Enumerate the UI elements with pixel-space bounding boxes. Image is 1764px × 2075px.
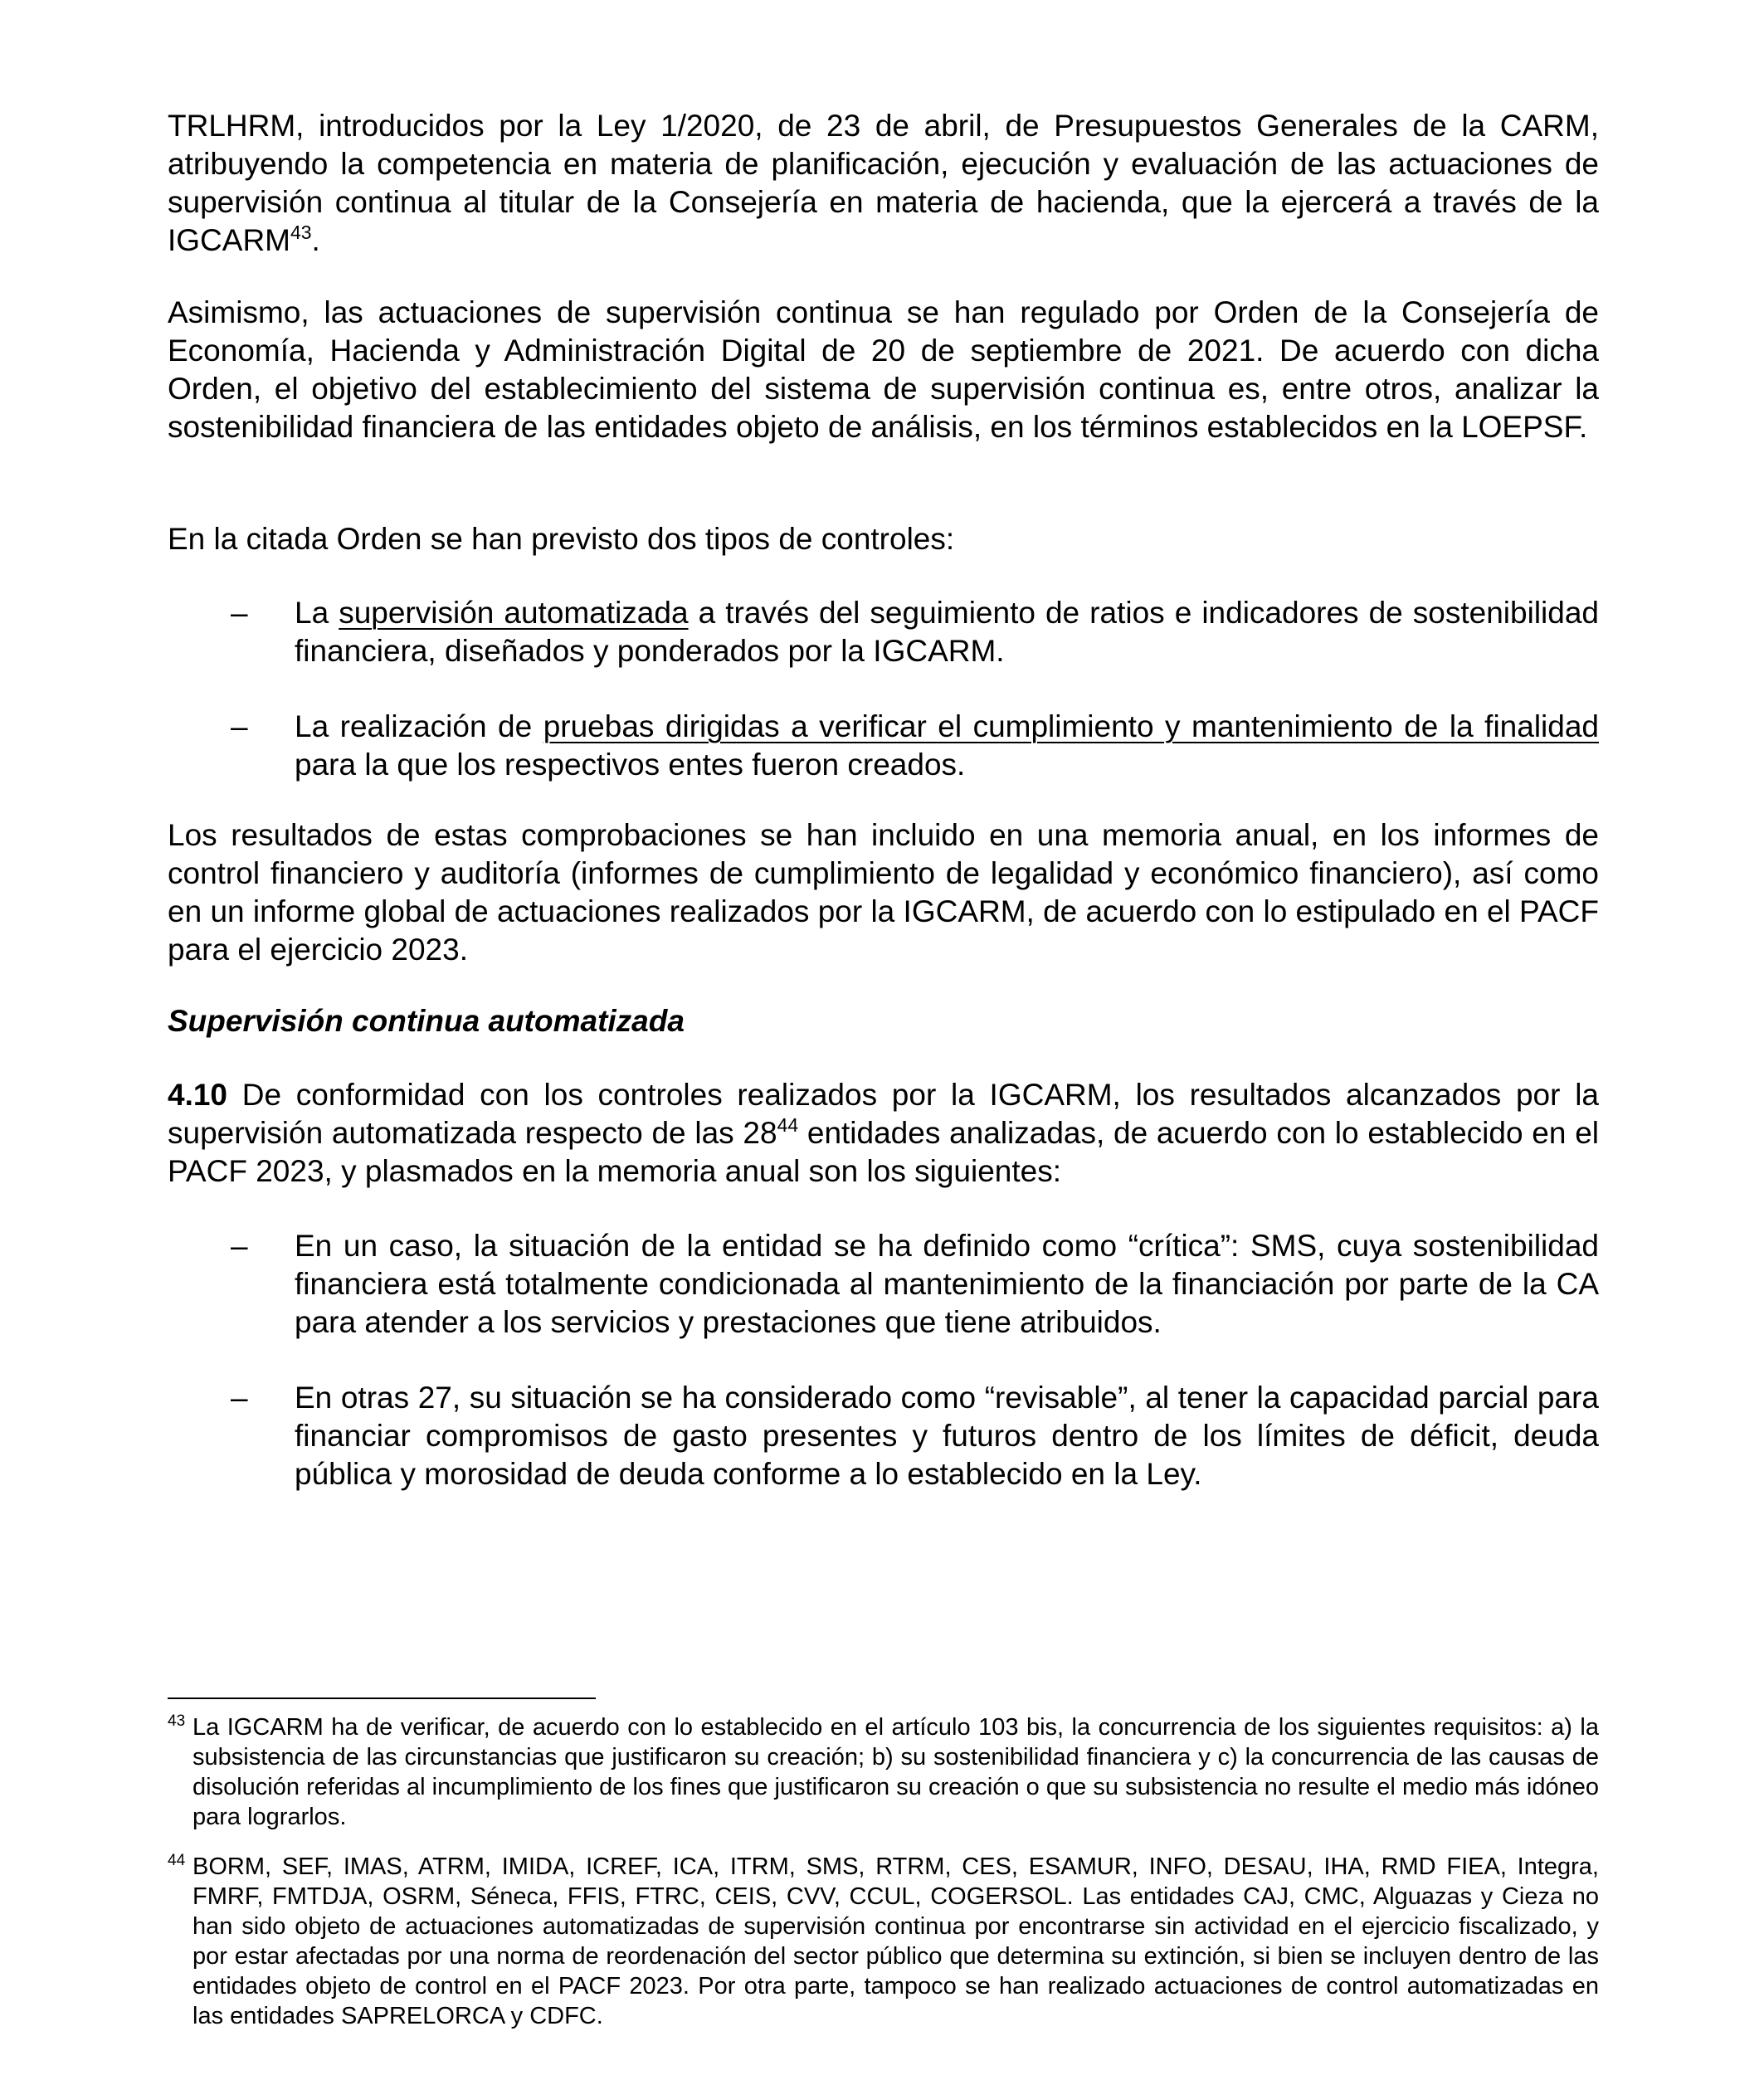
footnote-text: La IGCARM ha de verificar, de acuerdo con lo establecido en el artículo 103 bis, la concurrencia de los siguientes requisitos: a) la subsistencia de las circunstancias que justificaron su creación; b) su sostenibilidad financiera y c) la concurrencia de las causas de disolución referidas al incumplimiento de los fines que justificaron su creación o que su subsistencia no resulte el medio más idóneo para lograrlos. (192, 1714, 1599, 1830)
bullet-text-end: a través del seguimiento de ratios e indicadores de sostenibilidad financiera, diseñados y ponderados por la IGCARM. (295, 596, 1600, 668)
bullet-text-end: para la que los respectivos entes fueron creados. (295, 748, 966, 782)
paragraph-resultados: Los resultados de estas comprobaciones se han incluido en una memoria anual, en los informes de control financiero y auditoría (informes de cumplimiento de legalidad y económico financiero), así como en un informe global de actuaciones realizados por la IGCARM, de acuerdo con lo estipulado en el PACF para el ejercicio 2023. (168, 818, 1599, 967)
paragraph-end: . (311, 223, 320, 257)
footnote-mark: 44 (168, 1852, 186, 1869)
paragraph-citada-orden: En la citada Orden se han previsto dos tipos de controles: (168, 522, 955, 556)
footnote-mark: 43 (168, 1712, 186, 1730)
bullet-text: En otras 27, su situación se ha considerado como “revisable”, al tener la capacidad parcial para financiar compromisos de gasto presentes y futuros dentro de los límites de déficit, deuda pública y morosidad de deuda conforme a lo establecido en la Ley. (295, 1381, 1599, 1491)
bullet-text (295, 594, 1599, 670)
paragraph-text: De conformidad con los controles realizados por la IGCARM, los resultados alcanzados por la supervisión automatizada respecto de las 28 (168, 1078, 1599, 1150)
dash-icon: – (231, 1229, 248, 1263)
bullet-text (295, 708, 1599, 784)
paragraph-number: 4.10 (168, 1078, 228, 1112)
footnote-text: BORM, SEF, IMAS, ATRM, IMIDA, ICREF, ICA, ITRM, SMS, RTRM, CES, ESAMUR, INFO, DESAU, IHA, RMD FIEA, Integra, FMRF, FMTDJA, OSRM, Séneca, FFIS, FTRC, CEIS, CVV, CCUL, COGERSOL. Las entidades CAJ, CMC, Alguazas y Cieza no han sido objeto de actuaciones automatizadas de supervisión continua por encontrarse sin actividad en el ejercicio fiscalizado, y por estar afectadas por una norma de reordenación del sector público que determina su extinción, si bien se incluyen dentro de las entidades objeto de control en el PACF 2023. Por otra parte, tampoco se han realizado actuaciones de control automatizadas en las entidades SAPRELORCA y CDFC. (192, 1853, 1599, 2029)
footnote-ref-44[interactable]: 44 (777, 1113, 799, 1136)
dash-icon: – (231, 709, 248, 743)
section-heading: Supervisión continua automatizada (168, 1004, 685, 1038)
dash-icon: – (231, 596, 248, 630)
paragraph-4-10 (168, 1076, 1599, 1191)
paragraph-asimismo: Asimismo, las actuaciones de supervisión continua se han regulado por Orden de la Consejería de Economía, Hacienda y Administración Digital de 20 de septiembre de 2021. De acuerdo con dicha Orden, el objetivo del establecimiento del sistema de supervisión continua es, entre otros, analizar la sostenibilidad financiera de las entidades objeto de análisis, en los términos establecidos en la LOEPSF. (168, 295, 1599, 444)
footnote-separator (168, 1698, 596, 1699)
paragraph-text: TRLHRM, introducidos por la Ley 1/2020, de 23 de abril, de Presupuestos Generales de la CARM, atribuyendo la competencia en materia de planificación, ejecución y evaluación de las actuaciones de supervisión continua al titular de la Consejería en materia de hacienda, que la ejercerá a través de la IGCARM (168, 109, 1599, 257)
dash-icon: – (231, 1381, 248, 1415)
footnote-ref-43[interactable]: 43 (290, 221, 312, 243)
paragraph-text-cont: entidades analizadas, de acuerdo con lo establecido en el PACF 2023, y plasmados en la memoria anual son los siguientes: (168, 1116, 1599, 1188)
underlined-term: pruebas dirigidas a verificar el cumplimiento y mantenimiento de la finalidad (543, 709, 1599, 743)
underlined-term: supervisión automatizada (339, 596, 689, 630)
paragraph-trlhrm (168, 107, 1599, 260)
bullet-text-start: La realización de (295, 709, 543, 743)
bullet-text-start: La (295, 596, 339, 630)
bullet-text: En un caso, la situación de la entidad se ha definido como “crítica”: SMS, cuya sostenibilidad financiera está totalmente condicionada al mantenimiento de la financiación por parte de la CA para atender a los servicios y prestaciones que tiene atribuidos. (295, 1229, 1599, 1339)
